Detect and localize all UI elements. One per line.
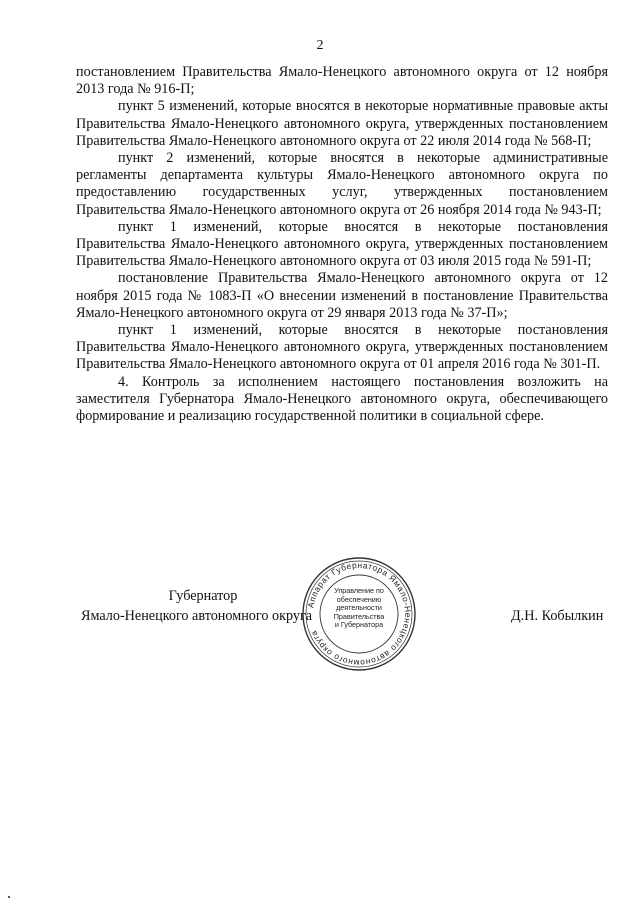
- paragraph-2: пункт 5 изменений, которые вносятся в некоторые нормативные правовые акты Правительства Ямало-Ненецкого автономного округа, утвержденных постановлением Правительства Ямало-Ненецкого автономного округа от 22 июля 2014 года № 568-П;: [76, 98, 608, 149]
- scan-artifact: [8, 896, 10, 898]
- paragraph-4: пункт 1 изменений, которые вносятся в некоторые постановления Правительства Ямало-Ненецкого автономного округа, утвержденных постановлением Правительства Ямало-Ненецкого автономного округа от 03 июля 2015 года № 591-П;: [76, 218, 608, 270]
- signer-title: Губернатор: [168, 588, 238, 604]
- official-stamp: [300, 555, 418, 673]
- stamp-center-line-2: обеспечению: [336, 594, 382, 604]
- stamp-center-line-3: деятельности: [336, 603, 382, 613]
- paragraph-3: пункт 2 изменений, которые вносятся в некоторые административные регламенты департамента культуры Ямало-Ненецкого автономного округа по предоставлению государственных услуг, утвержденных постановлением Правительства Ямало-Ненецкого автономного округа от 26 ноября 2014 года № 943-П;: [76, 150, 608, 218]
- paragraph-7: 4. Контроль за исполнением настоящего постановления возложить на заместителя Губернатора Ямало-Ненецкого автономного округа, обеспечивающего формирование и реализацию государственной политики в социальной сфере.: [76, 373, 608, 425]
- stamp-ring-text-path: Аппарат Губернатора Ямало-Ненецкого автономного округа: [305, 559, 414, 669]
- stamp-center-text: [322, 587, 396, 630]
- stamp-center-line-4: Правительства: [333, 611, 385, 621]
- paragraph-1: постановлением Правительства Ямало-Ненецкого автономного округа от 12 ноября 2013 года № 916-П;: [76, 64, 608, 98]
- paragraph-6: пункт 1 изменений, которые вносятся в некоторые постановления Правительства Ямало-Ненецкого автономного округа, утвержденных постановлением Правительства Ямало-Ненецкого автономного округа от 01 апреля 2016 года № 301-П.: [76, 322, 608, 373]
- stamp-center-line-1: Управление по: [334, 586, 384, 595]
- page-number: 2: [316, 38, 324, 53]
- signer-organization: Ямало-Ненецкого автономного округа: [81, 608, 313, 624]
- paragraph-5: постановление Правительства Ямало-Ненецкого автономного округа от 12 ноября 2015 года № 1083-П «О внесении изменений в постановление Правительства Ямало-Ненецкого автономного округа от 29 января 2013 года № 37-П»;: [76, 270, 608, 321]
- stamp-center-line-5: и Губернатора: [334, 620, 384, 630]
- signer-name: Д.Н. Кобылкин: [511, 608, 604, 624]
- document-body: [76, 64, 608, 425]
